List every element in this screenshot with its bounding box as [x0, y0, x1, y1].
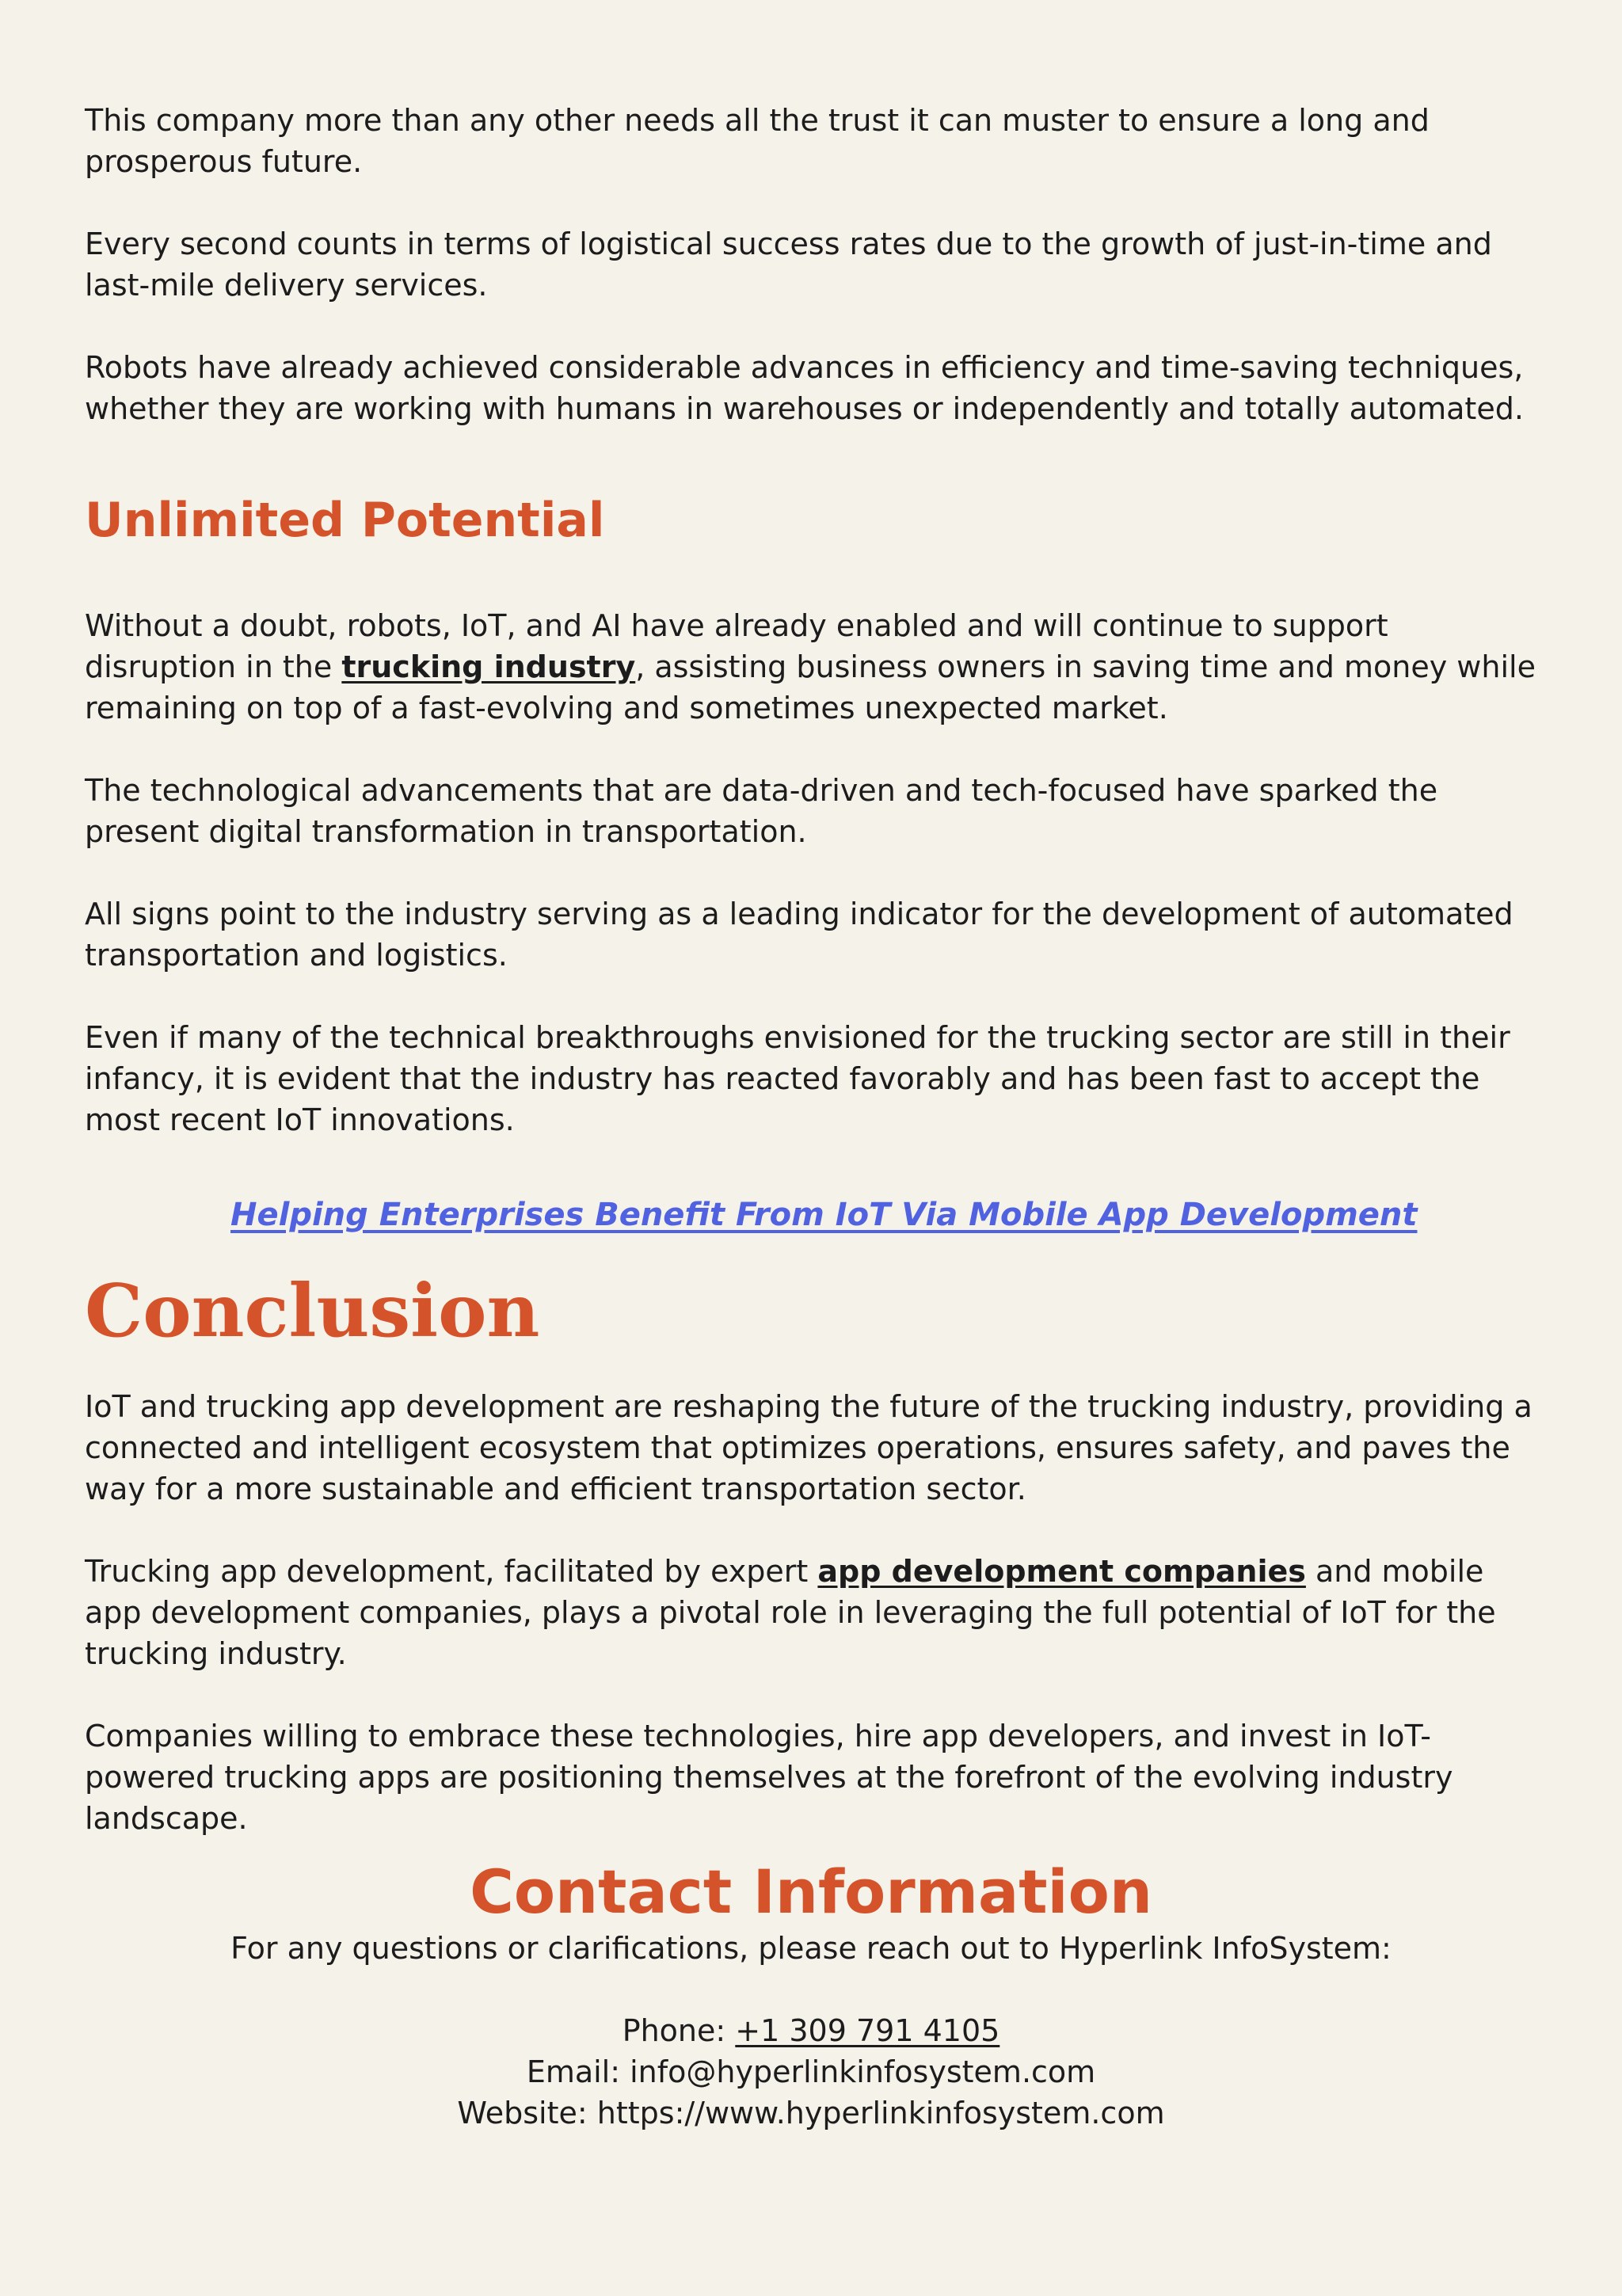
unlimited-paragraph-4: Even if many of the technical breakthroughs envisioned for the trucking sector are still in their infancy, it is evident that the industry has reacted favorably and has been fast to accept the most recent IoT innovations.	[85, 1020, 1510, 1137]
conclusion-p2-text-after: and mobile app development companies, plays a pivotal role in leveraging the full potential of IoT for the trucking industry.	[85, 1554, 1496, 1671]
contact-email: Email: info@hyperlinkinfosystem.com	[526, 2054, 1096, 2089]
intro-paragraph-3: Robots have already achieved considerable advances in efficiency and time-saving techniques, whether they are working with humans in warehouses or independently and totally automated.	[85, 350, 1524, 426]
conclusion-heading: Conclusion	[85, 1268, 540, 1354]
promo-link-row	[85, 1194, 1537, 1236]
conclusion-paragraph-2	[85, 1551, 1537, 1674]
unlimited-p1-text-after: , assisting business owners in saving time and money while remaining on top of a fast-evolving and sometimes unexpected market.	[85, 649, 1536, 725]
trucking-industry-link[interactable]: trucking industry	[341, 649, 636, 684]
unlimited-paragraph-3: All signs point to the industry serving as a leading indicator for the development of automated transportation and logistics.	[85, 897, 1513, 973]
intro-paragraph-2: Every second counts in terms of logistical success rates due to the growth of just-in-time and last-mile delivery services.	[85, 227, 1492, 303]
intro-paragraph-1: This company more than any other needs all the trust it can muster to ensure a long and prosperous future.	[85, 103, 1430, 179]
unlimited-paragraph-2: The technological advancements that are data-driven and tech-focused have sparked the present digital transformation in transportation.	[85, 773, 1438, 849]
contact-phone-row	[85, 2010, 1537, 2051]
unlimited-potential-heading: Unlimited Potential	[85, 493, 605, 548]
conclusion-paragraph-1: IoT and trucking app development are reshaping the future of the trucking industry, providing a connected and intelligent ecosystem that optimizes operations, ensures safety, and paves the way for a more sustainable and efficient transportation sector.	[85, 1389, 1533, 1506]
contact-intro: For any questions or clarifications, please reach out to Hyperlink InfoSystem:	[230, 1931, 1392, 1966]
document-page	[85, 100, 1537, 2134]
contact-information-heading: Contact Information	[470, 1856, 1152, 1927]
conclusion-p2-text-before: Trucking app development, facilitated by expert	[85, 1554, 818, 1589]
iot-mobile-app-promo-link[interactable]: Helping Enterprises Benefit From IoT Via Mobile App Development	[230, 1197, 1418, 1233]
phone-label: Phone:	[622, 2013, 736, 2048]
unlimited-paragraph-1	[85, 605, 1537, 729]
contact-website: Website: https://www.hyperlinkinfosystem.com	[457, 2096, 1165, 2130]
phone-number-link[interactable]: +1 309 791 4105	[735, 2013, 1000, 2048]
conclusion-paragraph-3: Companies willing to embrace these technologies, hire app developers, and invest in IoT-powered trucking apps are positioning themselves at the forefront of the evolving industry landscape.	[85, 1719, 1453, 1836]
app-development-companies-link[interactable]: app development companies	[817, 1554, 1306, 1589]
unlimited-p1-text-before: Without a doubt, robots, IoT, and AI have already enabled and will continue to support disruption in the	[85, 608, 1388, 684]
